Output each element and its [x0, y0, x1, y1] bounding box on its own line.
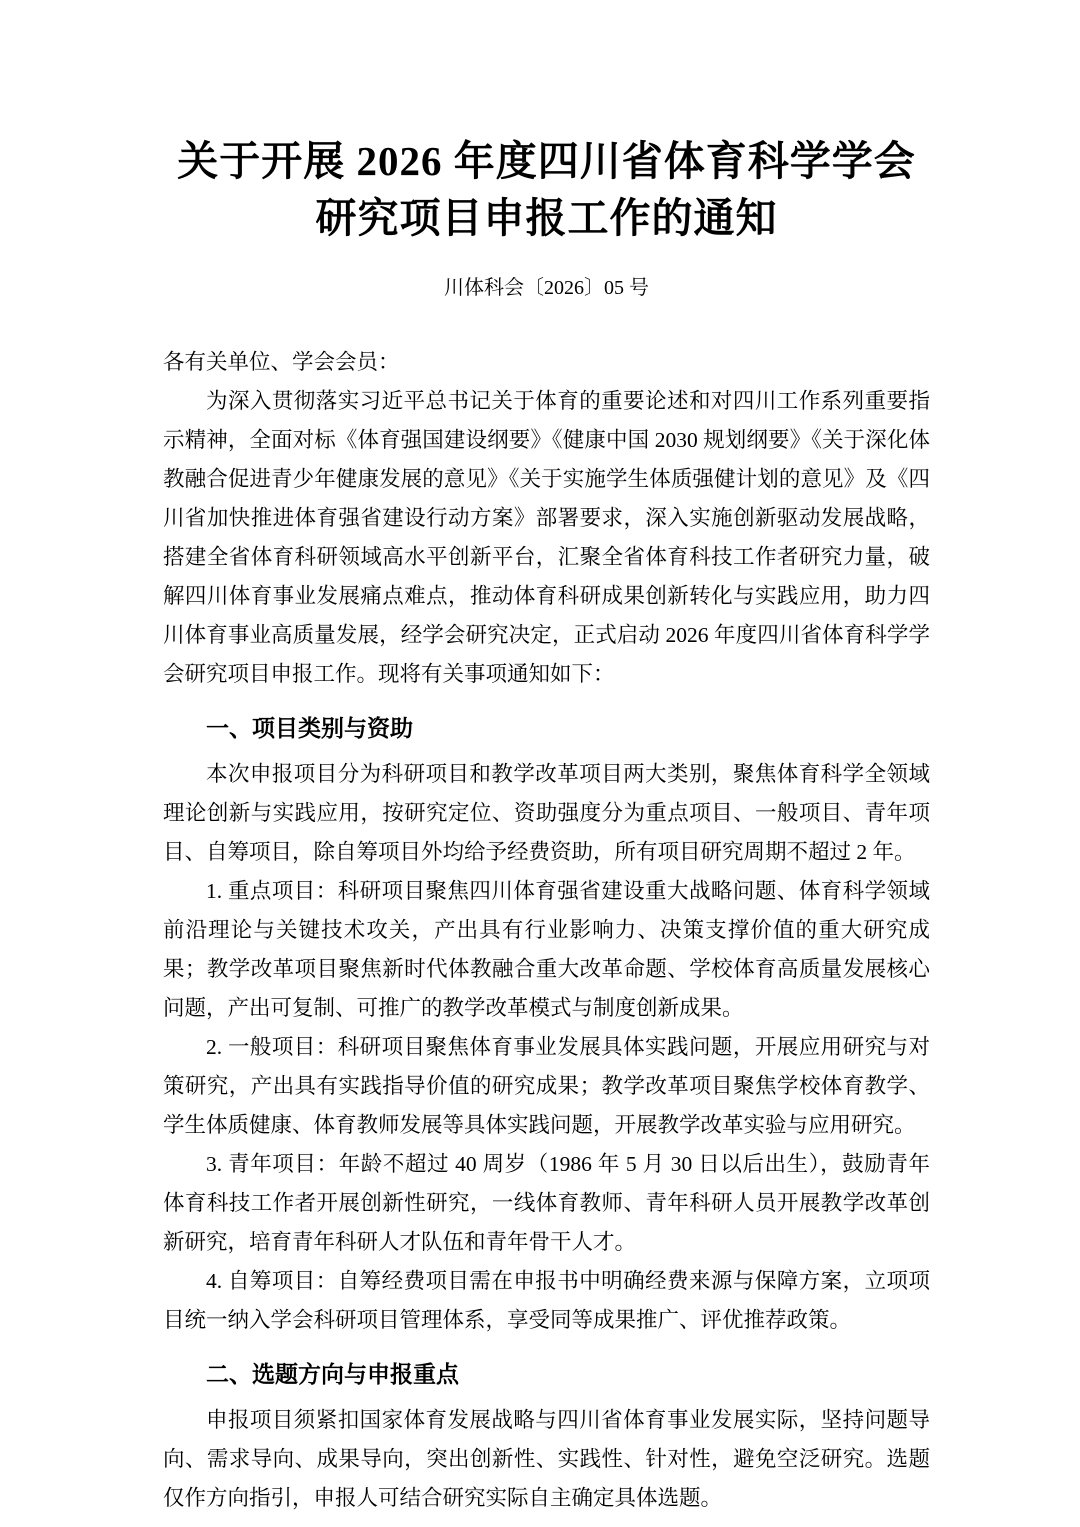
section-1-paragraph-youth-projects: 3. 青年项目：年龄不超过 40 周岁（1986 年 5 月 30 日以后出生），鼓励青年体育科技工作者开展创新性研究，一线体育教师、青年科研人员开展教学改革创新研究，培育青年科研人才队伍和青年骨干人才。	[163, 1152, 930, 1254]
section-2-paragraph-topic-guidance: 申报项目须紧扣国家体育发展战略与四川省体育事业发展实际，坚持问题导向、需求导向、成果导向，突出创新性、实践性、针对性，避免空泛研究。选题仅作方向指引，申报人可结合研究实际自主确定具体选题。	[163, 1408, 930, 1510]
intro-paragraph: 为深入贯彻落实习近平总书记关于体育的重要论述和对四川工作系列重要指示精神，全面对标《体育强国建设纲要》《健康中国 2030 规划纲要》《关于深化体教融合促进青少年健康发展的意见》《关于实施学生体质强健计划的意见》及《四川省加快推进体育强省建设行动方案》部署要求，深入实施创新驱动发展战略，搭建全省体育科研领域高水平创新平台，汇聚全省体育科技工作者研究力量，破解四川体育事业发展痛点难点，推动体育科研成果创新转化与实践应用，助力四川体育事业高质量发展，经学会研究决定，正式启动 2026 年度四川省体育科学学会研究项目申报工作。现将有关事项通知如下：	[163, 389, 930, 686]
section-1-paragraph-overview: 本次申报项目分为科研项目和教学改革项目两大类别，聚焦体育科学全领域理论创新与实践应用，按研究定位、资助强度分为重点项目、一般项目、青年项目、自筹项目，除自筹项目外均给予经费资助，所有项目研究周期不超过 2 年。	[163, 762, 930, 864]
doc-number: 川体科会〔2026〕05 号	[444, 277, 649, 299]
section-1-paragraph-key-projects: 1. 重点项目：科研项目聚焦四川体育强省建设重大战略问题、体育科学领域前沿理论与关键技术攻关，产出具有行业影响力、决策支撑价值的重大研究成果；教学改革项目聚焦新时代体教融合重大改革命题、学校体育高质量发展核心问题，产出可复制、可推广的教学改革模式与制度创新成果。	[163, 879, 930, 1020]
section-2-heading: 二、选题方向与申报重点	[206, 1362, 459, 1387]
salutation: 各有关单位、学会会员：	[163, 350, 400, 374]
section-1-heading: 一、项目类别与资助	[206, 716, 413, 741]
document-title	[163, 133, 930, 247]
section-1-paragraph-general-projects: 2. 一般项目：科研项目聚焦体育事业发展具体实践问题，开展应用研究与对策研究，产出具有实践指导价值的研究成果；教学改革项目聚焦学校体育教学、学生体质健康、体育教师发展等具体实践问题，开展教学改革实验与应用研究。	[163, 1035, 930, 1137]
section-1-paragraph-self-funded-projects: 4. 自筹项目：自筹经费项目需在申报书中明确经费来源与保障方案，立项项目统一纳入学会科研项目管理体系，享受同等成果推广、评优推荐政策。	[163, 1269, 930, 1332]
document-title-line-1: 关于开展 2026 年度四川省体育科学学会	[177, 138, 916, 184]
document-title-line-2: 研究项目申报工作的通知	[315, 195, 778, 241]
